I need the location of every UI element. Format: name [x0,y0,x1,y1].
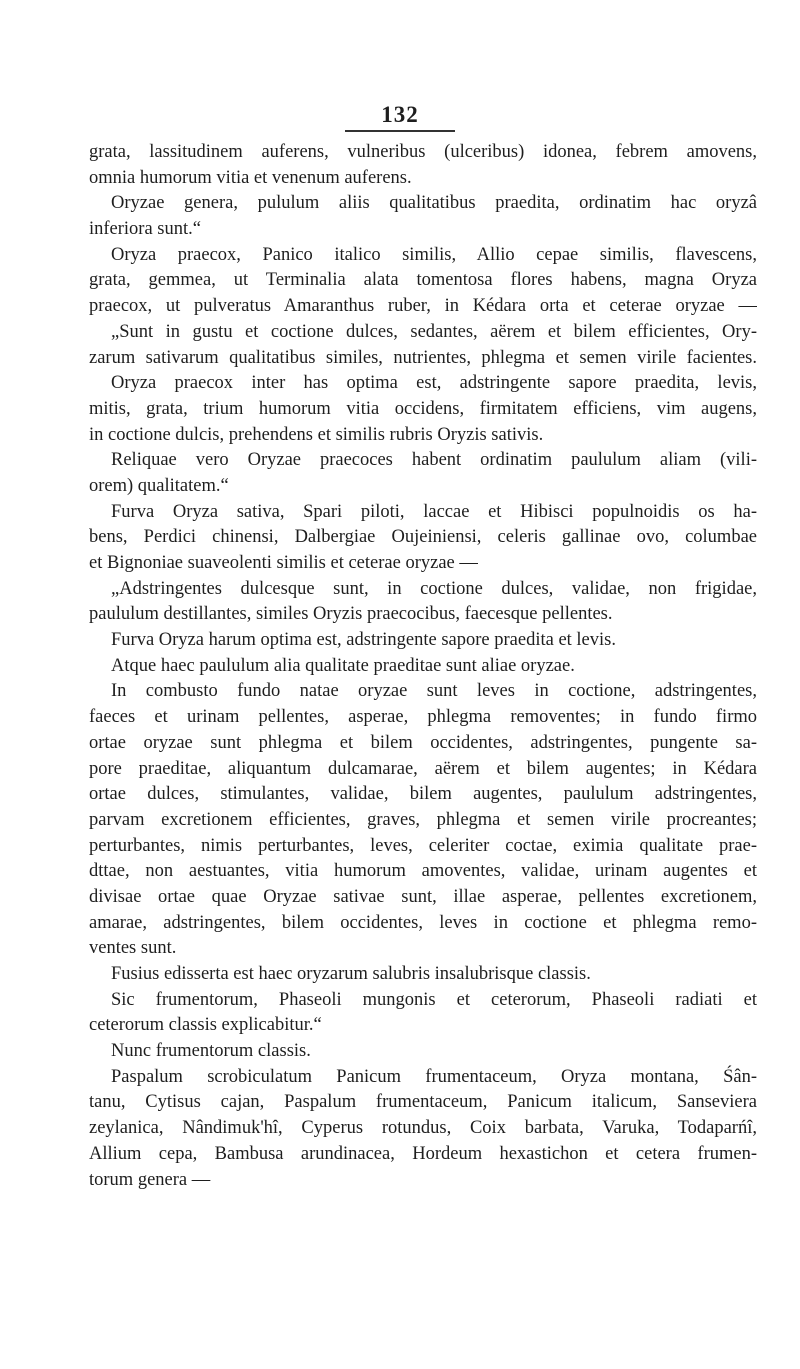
text-line: grata, lassitudinem auferens, vulneribus (ulceribus) idonea, febrem amovens, [89,142,757,162]
text-line: dttae, non aestuantes, vitia humorum amoventes, validae, urinam augentes et [89,861,757,882]
text-line: pore praeditae, aliquantum dulcamarae, aërem et bilem augentes; in Kédara [89,758,757,779]
text-line: Fusius edisserta est haec oryzarum salubris insalubrisque classis. [111,964,591,984]
text-line: praecox, ut pulveratus Amaranthus ruber, in Kédara orta et ceterae oryzae — [89,296,757,317]
text-line: Oryza praecox, Panico italico similis, Allio cepae similis, flavescens, [111,244,757,265]
text-line: Furva Oryza sativa, Spari piloti, laccae et Hibisci populnoidis os ha- [111,501,757,522]
text-line: ceterorum classis explicabitur.“ [89,1015,322,1036]
text-line: ortae dulces, stimulantes, validae, bilem augentes, paululum adstringentes, [89,784,757,805]
text-line: ventes sunt. [89,938,177,959]
text-line: tanu, Cytisus cajan, Paspalum frumentaceum, Panicum italicum, Sanseviera [89,1092,757,1113]
text-line: Furva Oryza harum optima est, adstringente sapore praedita et levis. [111,630,616,651]
text-line: In combusto fundo natae oryzae sunt leves in coctione, adstringentes, [111,681,757,702]
text-line: amarae, adstringentes, bilem occidentes, leves in coctione et phlegma remo- [89,912,757,933]
text-line: omnia humorum vitia et venenum auferens. [89,167,412,188]
text-line: perturbantes, nimis perturbantes, leves, celeriter coctae, eximia qualitate prae- [89,835,757,856]
text-line: Nunc frumentorum classis. [111,1041,311,1062]
text-line: Sic frumentorum, Phaseoli mungonis et ceterorum, Phaseoli radiati et [111,989,757,1010]
text-line: Atque haec paululum alia qualitate praeditae sunt aliae oryzae. [111,655,575,676]
text-line: grata, gemmea, ut Terminalia alata tomentosa flores habens, magna Oryza [89,270,757,291]
text-line: Paspalum scrobiculatum Panicum frumentaceum, Oryza montana, Śân- [111,1066,757,1087]
text-line: „Sunt in gustu et coctione dulces, sedantes, aërem et bilem efficientes, Ory- [111,321,757,342]
text-line: Allium cepa, Bambusa arundinacea, Hordeum hexastichon et cetera frumen- [89,1143,757,1164]
text-line: inferiora sunt.“ [89,219,201,240]
text-line: bens, Perdici chinensi, Dalbergiae Oujeiniensi, celeris gallinae ovo, columbae [89,527,757,548]
text-line: Oryza praecox inter has optima est, adstringente sapore praedita, levis, [111,373,757,394]
text-line: et Bignoniae suaveolenti similis et ceterae oryzae — [89,553,478,573]
text-line: ortae oryzae sunt phlegma et bilem occidentes, adstringentes, pungente sa- [89,732,757,753]
page-number-rule [345,130,455,132]
text-line: divisae ortae quae Oryzae sativae sunt, illae asperae, pellentes excretionem, [89,886,757,907]
text-line: „Adstringentes dulcesque sunt, in coctione dulces, validae, non frigidae, [111,578,757,599]
text-body [89,140,757,1193]
text-line: in coctione dulcis, prehendens et similis rubris Oryzis sativis. [89,424,544,445]
page-number: 132 [381,102,419,127]
text-line: zeylanica, Nândimuk'hî, Cyperus rotundus, Coix barbata, Varuka, Todaparńî, [89,1118,757,1139]
text-line: paululum destillantes, similes Oryzis praecocibus, faecesque pellentes. [89,604,613,625]
text-line: faeces et urinam pellentes, asperae, phlegma removentes; in fundo firmo [89,707,757,728]
text-line: orem) qualitatem.“ [89,475,229,496]
text-line: Oryzae genera, pululum aliis qualitatibus praedita, ordinatim hac oryzâ [111,193,757,214]
text-line: mitis, grata, trium humorum vitia occidens, firmitatem efficiens, vim augens, [89,398,757,419]
text-line: zarum sativarum qualitatibus similes, nutrientes, phlegma et semen virile facientes. [89,347,757,368]
text-line: torum genera — [89,1169,211,1190]
text-line: Reliquae vero Oryzae praecoces habent ordinatim paululum aliam (vili- [111,450,757,471]
text-line: parvam excretionem efficientes, graves, phlegma et semen virile procreantes; [89,809,757,830]
